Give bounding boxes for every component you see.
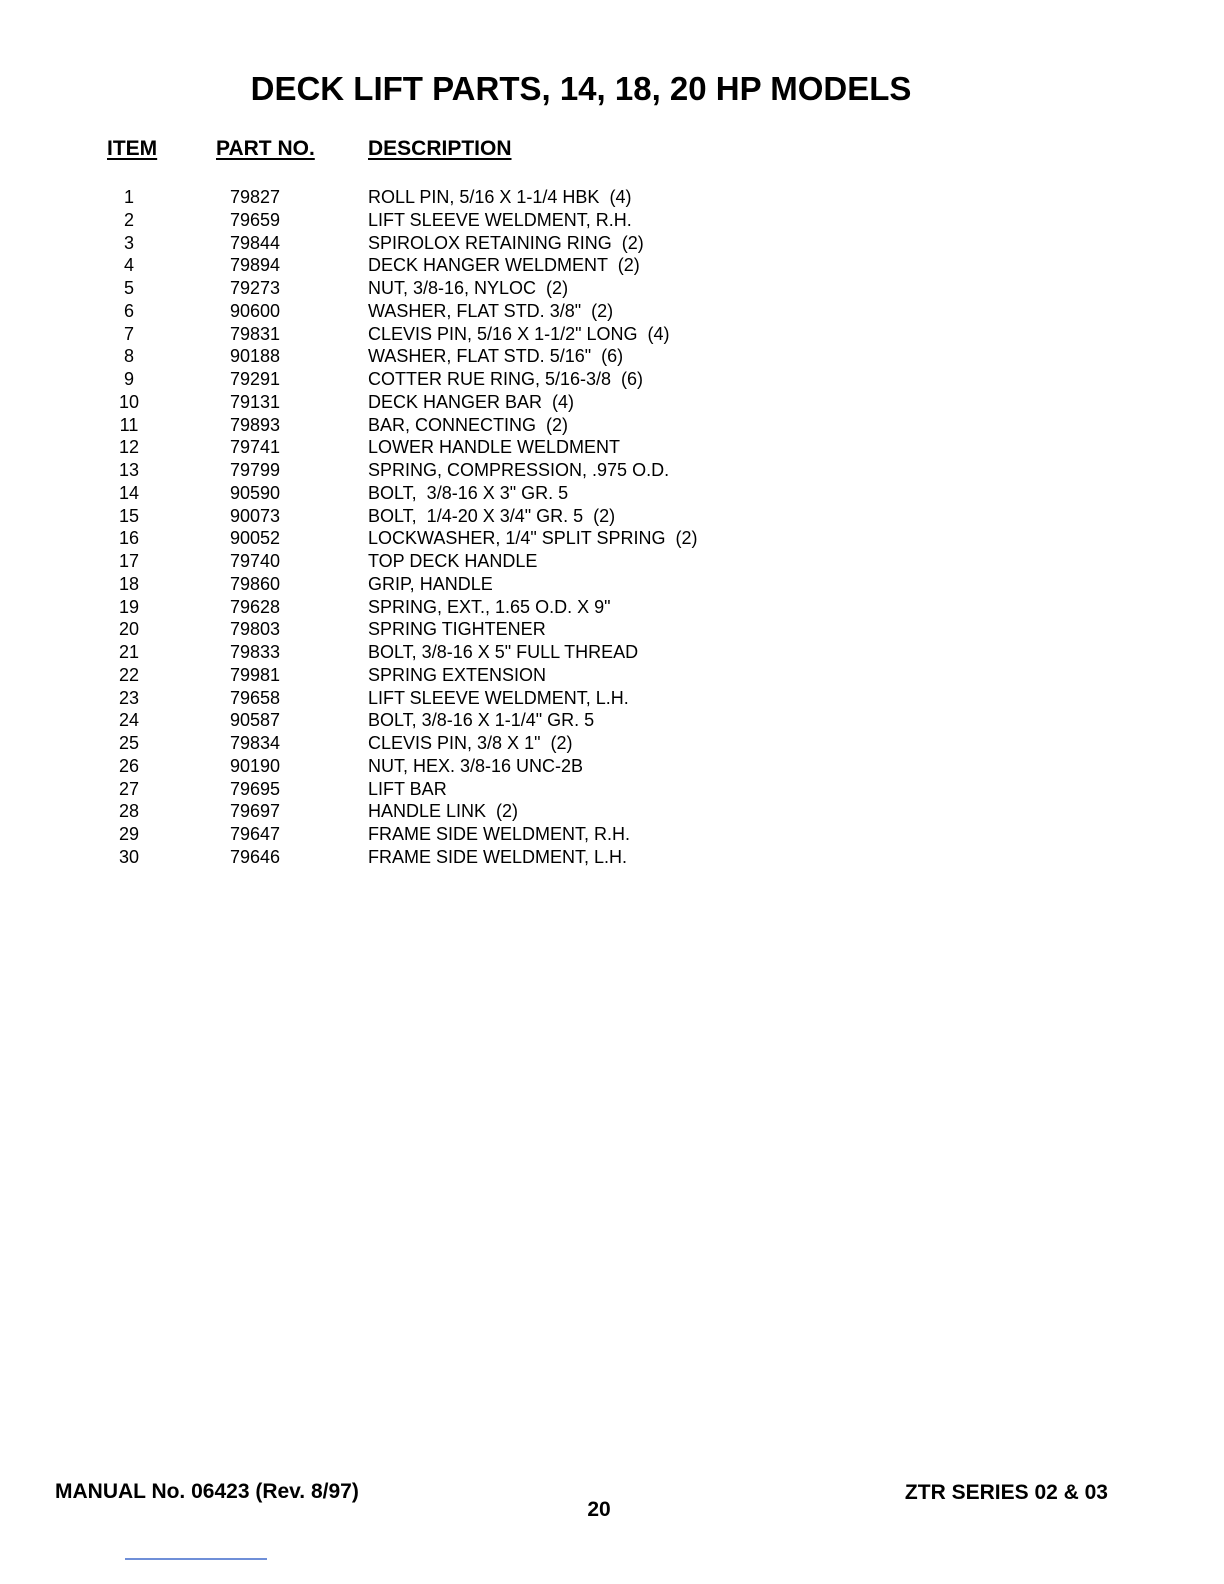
table-row (0, 345, 1224, 368)
part-description: CLEVIS PIN, 5/16 X 1-1/2" LONG (4) (368, 323, 670, 344)
item-number: 19 (118, 596, 140, 617)
part-number: 79291 (230, 369, 281, 389)
table-row (0, 527, 1224, 550)
part-description: BOLT, 3/8-16 X 1-1/4" GR. 5 (368, 710, 595, 731)
table-row (0, 687, 1224, 710)
divider-line (125, 1558, 267, 1560)
part-number: 79697 (230, 801, 281, 822)
table-row (0, 641, 1224, 664)
table-row (0, 596, 1224, 619)
page-title: DECK LIFT PARTS, 14, 18, 20 HP MODELS (250, 70, 912, 107)
item-number: 10 (118, 391, 140, 412)
item-number: 13 (118, 460, 140, 480)
part-number: 79834 (230, 733, 281, 753)
part-description: HANDLE LINK (2) (368, 801, 519, 822)
table-row (0, 186, 1224, 209)
item-number: 24 (118, 710, 140, 731)
part-number: 79628 (230, 596, 281, 617)
part-number: 79741 (230, 437, 281, 458)
item-number: 27 (118, 778, 140, 799)
part-number: 79827 (230, 187, 281, 207)
part-description: LIFT SLEEVE WELDMENT, R.H. (368, 209, 632, 230)
table-row (0, 254, 1224, 277)
table-row (0, 300, 1224, 323)
part-number: 79695 (230, 778, 281, 799)
table-row (0, 436, 1224, 459)
item-number: 4 (123, 255, 134, 276)
part-description: CLEVIS PIN, 3/8 X 1" (2) (368, 733, 573, 753)
table-row (0, 482, 1224, 505)
table-row (0, 232, 1224, 255)
part-description: NUT, HEX. 3/8-16 UNC-2B (368, 755, 584, 776)
item-number: 7 (123, 323, 134, 344)
table-row (0, 209, 1224, 232)
item-number: 8 (123, 346, 134, 367)
part-number: 79659 (230, 209, 281, 230)
item-number: 22 (118, 664, 140, 685)
item-number: 29 (118, 824, 140, 844)
part-description: BOLT, 3/8-16 X 3" GR. 5 (368, 482, 569, 503)
item-number: 23 (118, 687, 140, 708)
item-number: 2 (123, 209, 134, 230)
part-description: WASHER, FLAT STD. 3/8" (2) (368, 300, 614, 321)
table-row (0, 709, 1224, 732)
item-number: 18 (118, 573, 140, 594)
part-number: 79273 (230, 278, 281, 298)
part-description: SPRING EXTENSION (368, 664, 547, 685)
part-number: 90073 (230, 505, 281, 526)
item-number: 6 (123, 300, 134, 321)
table-row (0, 664, 1224, 687)
item-number: 15 (118, 505, 140, 526)
part-description: COTTER RUE RING, 5/16-3/8 (6) (368, 369, 644, 389)
page-number: 20 (587, 1498, 611, 1521)
item-number: 17 (118, 551, 140, 571)
item-number: 25 (118, 733, 140, 753)
table-row (0, 778, 1224, 801)
part-description: TOP DECK HANDLE (368, 551, 538, 571)
item-number: 9 (123, 369, 134, 389)
part-description: SPRING TIGHTENER (368, 619, 546, 640)
part-description: NUT, 3/8-16, NYLOC (2) (368, 278, 569, 298)
item-number: 1 (123, 187, 134, 207)
part-number: 79658 (230, 687, 281, 708)
column-header-part-no: PART NO. (216, 137, 315, 160)
part-description: LOWER HANDLE WELDMENT (368, 437, 621, 458)
table-row (0, 823, 1224, 846)
part-number: 90600 (230, 300, 281, 321)
table-row (0, 277, 1224, 300)
part-description: BOLT, 1/4-20 X 3/4" GR. 5 (2) (368, 505, 616, 526)
part-number: 79831 (230, 323, 281, 344)
item-number: 3 (123, 232, 134, 253)
item-number: 12 (118, 437, 140, 458)
series-label: ZTR SERIES 02 & 03 (904, 1481, 1108, 1504)
part-number: 79647 (230, 824, 281, 844)
table-row (0, 755, 1224, 778)
part-number: 79833 (230, 642, 281, 662)
item-number: 28 (118, 801, 140, 822)
part-description: WASHER, FLAT STD. 5/16" (6) (368, 346, 624, 367)
part-number: 79131 (230, 391, 281, 412)
part-description: LIFT SLEEVE WELDMENT, L.H. (368, 687, 629, 708)
part-number: 90590 (230, 482, 281, 503)
part-number: 79893 (230, 414, 281, 435)
parts-list (0, 186, 1224, 869)
part-number: 90190 (230, 755, 281, 776)
part-description: FRAME SIDE WELDMENT, L.H. (368, 846, 628, 867)
part-description: LIFT BAR (368, 778, 447, 799)
part-number: 90587 (230, 710, 281, 731)
part-number: 79894 (230, 255, 281, 276)
part-description: GRIP, HANDLE (368, 573, 493, 594)
column-header-description: DESCRIPTION (368, 137, 512, 160)
part-number: 90052 (230, 528, 281, 549)
part-number: 79844 (230, 232, 281, 253)
table-row (0, 505, 1224, 528)
part-description: BAR, CONNECTING (2) (368, 414, 569, 435)
part-number: 90188 (230, 346, 281, 367)
part-description: SPRING, COMPRESSION, .975 O.D. (368, 460, 670, 480)
part-number: 79646 (230, 846, 281, 867)
part-description: ROLL PIN, 5/16 X 1-1/4 HBK (4) (368, 187, 632, 207)
table-row (0, 323, 1224, 346)
item-number: 11 (119, 414, 139, 435)
table-row (0, 459, 1224, 482)
part-description: LOCKWASHER, 1/4" SPLIT SPRING (2) (368, 528, 698, 549)
table-row (0, 550, 1224, 573)
item-number: 14 (118, 482, 140, 503)
table-row (0, 368, 1224, 391)
part-description: DECK HANGER BAR (4) (368, 391, 575, 412)
table-row (0, 414, 1224, 437)
table-row (0, 618, 1224, 641)
manual-number: MANUAL No. 06423 (Rev. 8/97) (55, 1480, 359, 1503)
item-number: 30 (118, 846, 140, 867)
part-description: FRAME SIDE WELDMENT, R.H. (368, 824, 631, 844)
part-number: 79860 (230, 573, 281, 594)
part-number: 79981 (230, 664, 281, 685)
item-number: 5 (123, 278, 134, 298)
part-description: DECK HANGER WELDMENT (2) (368, 255, 640, 276)
item-number: 26 (118, 755, 140, 776)
part-number: 79803 (230, 619, 281, 640)
part-number: 79740 (230, 551, 281, 571)
item-number: 16 (118, 528, 140, 549)
part-number: 79799 (230, 460, 281, 480)
item-number: 21 (118, 642, 140, 662)
table-row (0, 391, 1224, 414)
part-description: BOLT, 3/8-16 X 5" FULL THREAD (368, 642, 639, 662)
part-description: SPIROLOX RETAINING RING (2) (368, 232, 644, 253)
column-header-item: ITEM (107, 137, 158, 160)
item-number: 20 (118, 619, 140, 640)
part-description: SPRING, EXT., 1.65 O.D. X 9" (368, 596, 611, 617)
table-row (0, 846, 1224, 869)
table-row (0, 732, 1224, 755)
table-row (0, 573, 1224, 596)
table-row (0, 800, 1224, 823)
